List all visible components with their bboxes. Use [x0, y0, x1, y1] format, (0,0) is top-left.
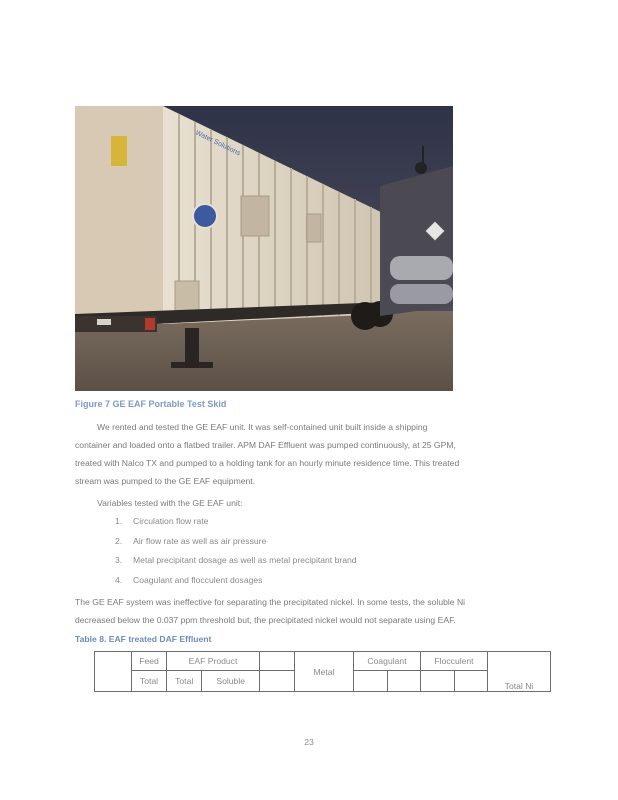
paragraph-line: decreased below the 0.037 ppm threshold but, the precipitated nickel would not separate using EAF.: [75, 615, 456, 625]
list-text: Circulation flow rate: [133, 516, 209, 526]
figure-caption: Figure 7 GE EAF Portable Test Skid: [75, 399, 227, 409]
page-number: 23: [304, 737, 314, 747]
list-number: 2.: [115, 535, 123, 546]
list-item: [115, 536, 357, 556]
list-item: [115, 516, 357, 536]
table-header-feed: Feed: [132, 652, 167, 671]
table-header-total: Total: [167, 671, 202, 692]
table-cell-empty: [354, 671, 388, 692]
list-number: 1.: [115, 516, 123, 526]
trailer-illustration: [75, 106, 453, 391]
body-paragraph-1: [75, 418, 515, 490]
table-header-row: [95, 652, 551, 671]
list-text: Coagulant and flocculent dosages: [133, 574, 263, 585]
table-header-total-ni: Total Ni: [488, 652, 551, 692]
table-cell-empty: [387, 671, 421, 692]
table-cell-empty: [421, 671, 455, 692]
paragraph-line: treated with Nalco TX and pumped to a holding tank for an hourly minute residence time. This treated: [75, 458, 460, 468]
list-text: Air flow rate as well as air pressure: [133, 535, 267, 546]
list-item: [115, 555, 357, 575]
table-cell-empty: [260, 671, 295, 692]
table-cell-empty: [95, 652, 132, 692]
list-number: 3.: [115, 555, 123, 565]
table-header-total: Total: [132, 671, 167, 692]
table-header-eaf-product: EAF Product: [167, 652, 260, 671]
table-header-soluble: Soluble: [202, 671, 260, 692]
paragraph-line: We rented and tested the GE EAF unit. It was self-contained unit built inside a shipping: [97, 422, 428, 432]
list-text: Metal precipitant dosage as well as metal precipitant brand: [133, 555, 357, 565]
table-cell-empty: [260, 652, 295, 671]
body-paragraph-2: [75, 593, 515, 629]
table-header-flocculent: Flocculent: [421, 652, 488, 671]
list-item: [115, 575, 357, 595]
variables-heading: Variables tested with the GE EAF unit:: [97, 498, 243, 508]
list-number: 4.: [115, 574, 123, 585]
paragraph-line: container and loaded onto a flatbed trailer. APM DAF Effluent was pumped continuously, at 25 GPM,: [75, 440, 456, 450]
table-cell-empty: [454, 671, 488, 692]
test-skid-photo: [75, 106, 453, 391]
variables-list: [115, 516, 357, 594]
table-header-metal: Metal: [295, 652, 354, 692]
paragraph-line: stream was pumped to the GE EAF equipment.: [75, 476, 256, 486]
results-table: [94, 651, 551, 692]
table-caption: Table 8. EAF treated DAF Effluent: [75, 634, 212, 644]
paragraph-line: The GE EAF system was ineffective for separating the precipitated nickel. In some tests, the soluble Ni: [75, 597, 466, 607]
container-marking: Water Solutions: [194, 129, 242, 158]
table-header-coagulant: Coagulant: [354, 652, 421, 671]
